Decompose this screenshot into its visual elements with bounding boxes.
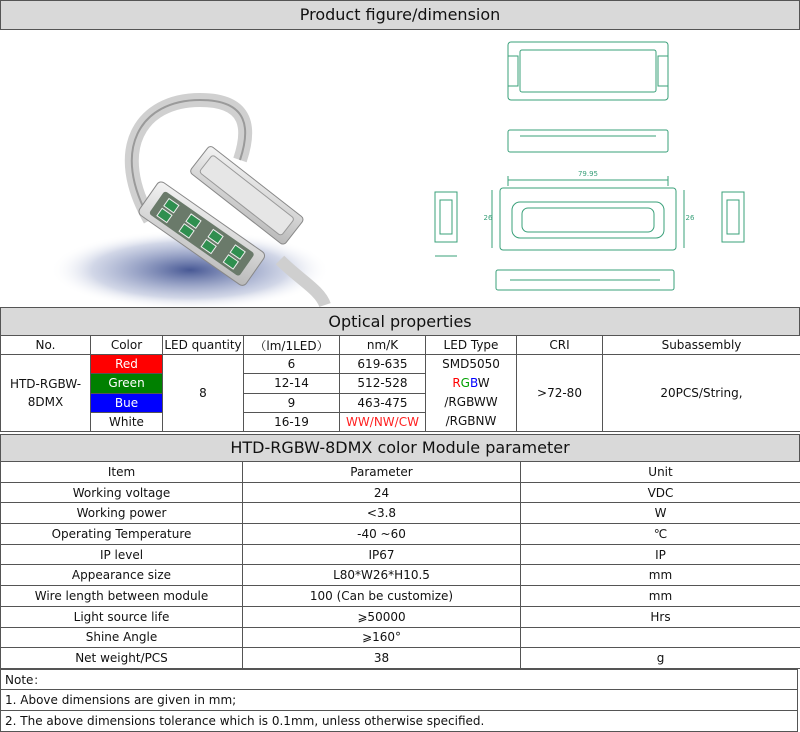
- table-row: [1, 544, 800, 565]
- note-item: 1. Above dimensions are given in mm;: [0, 690, 798, 711]
- lumens-blue: 9: [244, 393, 340, 412]
- param-item: Working power: [1, 503, 243, 524]
- header-nm: nm/K: [340, 336, 426, 355]
- rgbw-label: RGBW: [452, 376, 490, 390]
- table-row: [1, 565, 800, 586]
- parameter-table: [0, 461, 800, 669]
- lumens-white: 16-19: [244, 412, 340, 431]
- param-unit: mm: [521, 586, 800, 607]
- param-value: -40 ~60: [243, 524, 521, 545]
- table-row: [1, 503, 800, 524]
- param-item: Working voltage: [1, 482, 243, 503]
- subassembly: 20PCS/String,: [603, 355, 800, 432]
- param-item: Operating Temperature: [1, 524, 243, 545]
- param-unit: mm: [521, 565, 800, 586]
- optical-row: [1, 355, 800, 374]
- section-title-figure: Product figure/dimension: [0, 0, 800, 30]
- param-unit: ℃: [521, 524, 800, 545]
- table-row: [1, 627, 800, 648]
- param-unit: VDC: [521, 482, 800, 503]
- header-lumens: （lm/1LED）: [244, 336, 340, 355]
- led-quantity: 8: [163, 355, 244, 432]
- section-title-optical: Optical properties: [0, 307, 800, 336]
- param-unit: g: [521, 648, 800, 669]
- product-figure: [0, 30, 800, 308]
- optical-header-row: [1, 336, 800, 355]
- table-row: [1, 586, 800, 607]
- param-unit: [521, 627, 800, 648]
- table-row: [1, 606, 800, 627]
- param-unit: Hrs: [521, 606, 800, 627]
- nm-green: 512-528: [340, 374, 426, 393]
- dim-length-label: 79.95: [577, 170, 599, 178]
- header-unit: Unit: [521, 462, 800, 483]
- param-item: Appearance size: [1, 565, 243, 586]
- nm-white: WW/NW/CW: [340, 412, 426, 431]
- product-photo: [0, 30, 800, 308]
- color-blue: Bue: [91, 393, 163, 412]
- param-header-row: [1, 462, 800, 483]
- header-subassembly: Subassembly: [603, 336, 800, 355]
- section-title-parameters: HTD-RGBW-8DMX color Module parameter: [0, 434, 800, 462]
- param-value: 38: [243, 648, 521, 669]
- color-green: Green: [91, 374, 163, 393]
- param-item: Shine Angle: [1, 627, 243, 648]
- cri: >72-80: [517, 355, 603, 432]
- param-value: 24: [243, 482, 521, 503]
- param-item: IP level: [1, 544, 243, 565]
- param-value: L80*W26*H10.5: [243, 565, 521, 586]
- header-cri: CRI: [517, 336, 603, 355]
- optical-table: [0, 335, 800, 432]
- lumens-red: 6: [244, 355, 340, 374]
- param-value: <3.8: [243, 503, 521, 524]
- dimension-drawing: [435, 42, 744, 290]
- param-unit: IP: [521, 544, 800, 565]
- header-item: Item: [1, 462, 243, 483]
- param-value: ⩾50000: [243, 606, 521, 627]
- dim-width-label-right: 26: [685, 214, 695, 222]
- param-item: Light source life: [1, 606, 243, 627]
- header-led-quantity: LED quantity: [163, 336, 244, 355]
- header-no: No.: [1, 336, 91, 355]
- param-item: Wire length between module: [1, 586, 243, 607]
- param-value: ⩾160°: [243, 627, 521, 648]
- model-number: HTD-RGBW- 8DMX: [1, 355, 91, 432]
- note-item: 2. The above dimensions tolerance which is 0.1mm, unless otherwise specified.: [0, 711, 798, 732]
- lumens-green: 12-14: [244, 374, 340, 393]
- table-row: [1, 648, 800, 669]
- param-value: IP67: [243, 544, 521, 565]
- param-value: 100 (Can be customize): [243, 586, 521, 607]
- nm-red: 619-635: [340, 355, 426, 374]
- header-color: Color: [91, 336, 163, 355]
- param-item: Net weight/PCS: [1, 648, 243, 669]
- header-parameter: Parameter: [243, 462, 521, 483]
- note-label: Note：: [0, 669, 798, 690]
- header-led-type: LED Type: [426, 336, 517, 355]
- table-row: [1, 482, 800, 503]
- param-unit: W: [521, 503, 800, 524]
- led-type: SMD5050 RGBW /RGBWW /RGBNW: [426, 355, 517, 432]
- color-white: White: [91, 412, 163, 431]
- dim-width-label-left: 26: [483, 214, 493, 222]
- table-row: [1, 524, 800, 545]
- nm-blue: 463-475: [340, 393, 426, 412]
- color-red: Red: [91, 355, 163, 374]
